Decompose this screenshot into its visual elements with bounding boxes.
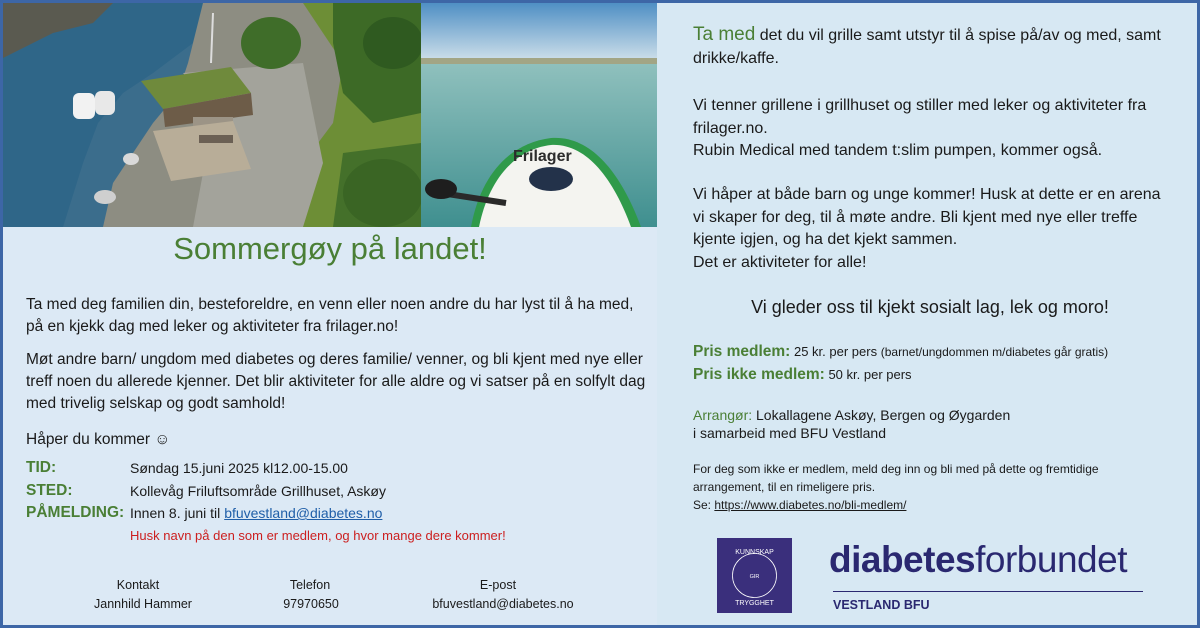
bring-paragraph <box>693 24 1173 70</box>
logo-bold: diabetes <box>829 539 976 580</box>
price-nonmember-row <box>693 366 912 384</box>
membership-text: For deg som ikke er medlem, meld deg inn og bli med på dette og fremtidige arrangement, til en rimeligere pris. <box>693 462 1099 494</box>
grill-line-1: Vi tenner grillene i grillhuset og stiller med leker og aktiviteter fra frilager.no. <box>693 97 1147 137</box>
place-label: STED: <box>26 482 73 499</box>
price-member-value: 25 kr. per pers <box>793 344 878 359</box>
activities-line: Det er aktiviteter for alle! <box>693 253 867 271</box>
logo-divider <box>833 591 1143 592</box>
contact-email: bfuvestland@diabetes.no <box>432 597 574 611</box>
bring-accent: Ta med <box>693 24 756 45</box>
meet-paragraph: Møt andre barn/ ungdom med diabetes og deres familie/ venner, og bli kjent med nye eller treff noen du allerede kjenner. Det blir aktiviteter for alle aldre og vi satser på en solfylt dag med trivelig selskap og godt samhold! <box>26 351 646 412</box>
photo-grill-house <box>3 3 421 227</box>
contact-phone: 97970650 <box>283 597 339 611</box>
signup-value <box>130 505 382 521</box>
grill-line-2: Rubin Medical med tandem t:slim pumpen, kommer også. <box>693 142 1103 159</box>
time-label: TID: <box>26 459 57 476</box>
contact-name: Jannhild Hammer <box>94 597 192 611</box>
price-member-row <box>693 343 1108 361</box>
signup-warning: Husk navn på den som er medlem, og hvor mange dere kommer! <box>130 528 506 543</box>
price-nonmember-label: Pris ikke medlem: <box>693 366 825 383</box>
hope-paragraph <box>693 184 1173 274</box>
badge-top-text: KUNNSKAP <box>735 549 774 556</box>
logo-subtitle: VESTLAND BFU <box>833 598 930 612</box>
membership-info <box>693 460 1163 514</box>
organizer-label: Arrangør: <box>693 407 753 423</box>
grill-paragraph <box>693 95 1173 163</box>
membership-link-prefix: Se: <box>693 498 712 512</box>
diabetesforbundet-logo <box>829 539 1127 581</box>
organizer-line-2: i samarbeid med BFU Vestland <box>693 425 886 441</box>
hope-text: Håper du kommer ☺ <box>26 431 171 448</box>
membership-link[interactable]: https://www.diabetes.no/bli-medlem/ <box>714 498 907 512</box>
price-member-note: (barnet/ungdommen m/diabetes går gratis) <box>880 345 1109 359</box>
signup-label: PÅMELDING: <box>26 504 125 521</box>
logo-light: forbundet <box>975 539 1127 580</box>
board-logo: Frilager <box>513 148 572 165</box>
hope-paragraph-text: Vi håper at både barn og unge kommer! Husk at dette er en arena vi skaper for deg, til å møte andre. Bli kjent med nye eller treffe kjente igjen, og ha det kjekt sammen. <box>693 186 1161 248</box>
signup-prefix: Innen 8. juni til <box>130 505 221 521</box>
bring-rest: det du vil grille samt utstyr til å spise på/av og med, samt drikke/kaffe. <box>693 27 1161 67</box>
kunnskap-badge-logo <box>717 538 792 613</box>
organizer-block <box>693 406 1010 442</box>
signup-email-link[interactable]: bfuvestland@diabetes.no <box>224 505 383 521</box>
event-title: Sommergøy på landet! <box>173 231 487 266</box>
badge-mid-text: GIR <box>749 574 760 580</box>
badge-bottom-text: TRYGGHET <box>735 600 774 607</box>
place-value: Kollevåg Friluftsområde Grillhuset, Askøy <box>130 483 386 499</box>
intro-paragraph: Ta med deg familien din, besteforeldre, en venn eller noen andre du har lyst til å ha med, på en kjekk dag med leker og aktiviteter fra frilager.no! <box>26 296 634 335</box>
email-header: E-post <box>479 578 517 592</box>
price-member-label: Pris medlem: <box>693 343 791 360</box>
time-value: Søndag 15.juni 2025 kl12.00-15.00 <box>130 460 348 476</box>
photo-paddleboard <box>421 3 657 227</box>
price-nonmember-value: 50 kr. per pers <box>828 367 912 382</box>
phone-header: Telefon <box>289 578 331 592</box>
motto: Vi gleder oss til kjekt sosialt lag, lek og moro! <box>751 297 1109 317</box>
organizer-value: Lokallagene Askøy, Bergen og Øygarden <box>756 407 1011 423</box>
contact-header: Kontakt <box>116 578 160 592</box>
